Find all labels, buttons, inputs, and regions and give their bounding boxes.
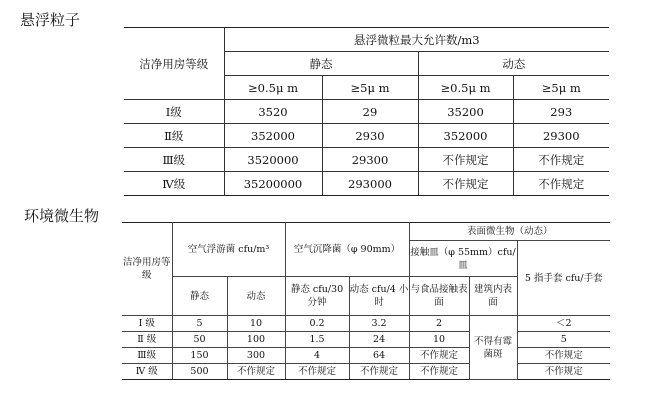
table-cell: 不作规定 xyxy=(517,364,610,380)
table-cell: 1.5 xyxy=(285,332,349,348)
table-cell: 5 xyxy=(517,332,610,348)
table-cell: 不作规定 xyxy=(513,172,609,196)
building-surface-cell: 不得有霉菌斑 xyxy=(469,316,517,380)
header-static: 静态 xyxy=(172,277,227,316)
table-cell: 5 xyxy=(172,316,227,332)
grade-cell: Ⅳ级 xyxy=(124,172,224,196)
table-cell: 0.2 xyxy=(285,316,349,332)
table-row xyxy=(122,316,610,332)
table-cell: 2 xyxy=(409,316,469,332)
table-cell: 35200000 xyxy=(224,172,322,196)
table-cell: 不作规定 xyxy=(513,148,609,172)
header-building-surface: 建筑内表面 xyxy=(469,277,517,316)
grade-cell: Ⅱ级 xyxy=(124,124,224,148)
table-cell: 35200 xyxy=(418,100,513,124)
table-cell: 3520000 xyxy=(224,148,322,172)
table-cell: 293000 xyxy=(322,172,418,196)
group-header-max-count: 悬浮微粒最大允许数/m3 xyxy=(224,28,609,52)
table-cell: 不作规定 xyxy=(418,148,513,172)
section-title-microbes: 环境微生物 xyxy=(24,207,100,225)
table-cell: 2930 xyxy=(322,124,418,148)
table-cell: 不作规定 xyxy=(227,364,285,380)
table-cell: ＜2 xyxy=(517,316,610,332)
table-cell: 500 xyxy=(172,364,227,380)
table-row xyxy=(124,172,609,196)
table-header-row xyxy=(124,28,609,52)
header-glove: 5 指手套 cfu/手套 xyxy=(517,241,610,316)
table-header-row xyxy=(122,223,610,241)
table-cell: 50 xyxy=(172,332,227,348)
table-cell: 3.2 xyxy=(349,316,409,332)
table-row xyxy=(124,124,609,148)
size-label: ≥0.5μ m xyxy=(418,76,513,100)
table-cell: 不作规定 xyxy=(349,364,409,380)
table-cell: 293 xyxy=(513,100,609,124)
size-label: ≥5μ m xyxy=(322,76,418,100)
header-dynamic-4h: 动态 cfu/4 小时 xyxy=(349,277,409,316)
table-cell: 10 xyxy=(227,316,285,332)
table-cell: 100 xyxy=(227,332,285,348)
table-cell: 4 xyxy=(285,348,349,364)
table-cell: 29300 xyxy=(513,124,609,148)
table-cell: 352000 xyxy=(224,124,322,148)
header-airborne: 空气浮游菌 cfu/m³ xyxy=(172,223,285,277)
grade-cell: Ⅱ 级 xyxy=(122,332,172,348)
row-header-grade: 洁净用房等级 xyxy=(122,223,172,316)
table-cell: 24 xyxy=(349,332,409,348)
header-contact-plate: 接触皿（φ 55mm）cfu/皿 xyxy=(409,241,517,277)
microbe-limits-table xyxy=(122,222,610,380)
table-cell: 352000 xyxy=(418,124,513,148)
table-row xyxy=(122,348,610,364)
table-cell: 10 xyxy=(409,332,469,348)
header-dynamic: 动态 xyxy=(227,277,285,316)
table-cell: 29 xyxy=(322,100,418,124)
table-row xyxy=(122,332,610,348)
size-label: ≥5μ m xyxy=(513,76,609,100)
table-cell: 不作规定 xyxy=(409,364,469,380)
table-cell: 不作规定 xyxy=(409,348,469,364)
table-cell: 不作规定 xyxy=(285,364,349,380)
grade-cell: Ⅰ级 xyxy=(124,100,224,124)
table-cell: 3520 xyxy=(224,100,322,124)
table-row xyxy=(124,148,609,172)
grade-cell: Ⅰ 级 xyxy=(122,316,172,332)
header-food-surface: 与食品接触表面 xyxy=(409,277,469,316)
table-row xyxy=(124,100,609,124)
header-dynamic: 动态 xyxy=(418,52,609,76)
grade-cell: Ⅲ级 xyxy=(124,148,224,172)
row-header-grade: 洁净用房等级 xyxy=(124,28,224,100)
table-cell: 64 xyxy=(349,348,409,364)
particle-limits-table xyxy=(124,27,609,196)
table-row xyxy=(122,364,610,380)
header-static: 静态 xyxy=(224,52,418,76)
header-static-30min: 静态 cfu/30 分钟 xyxy=(285,277,349,316)
table-cell: 300 xyxy=(227,348,285,364)
table-cell: 29300 xyxy=(322,148,418,172)
grade-cell: Ⅲ级 xyxy=(122,348,172,364)
header-surface-microbes: 表面微生物（动态） xyxy=(409,223,610,241)
grade-cell: Ⅳ 级 xyxy=(122,364,172,380)
table-cell: 150 xyxy=(172,348,227,364)
table-cell: 不作规定 xyxy=(418,172,513,196)
section-title-particles: 悬浮粒子 xyxy=(20,11,81,29)
header-settling: 空气沉降菌（φ 90mm） xyxy=(285,223,409,277)
table-cell: 不作规定 xyxy=(517,348,610,364)
size-label: ≥0.5μ m xyxy=(224,76,322,100)
